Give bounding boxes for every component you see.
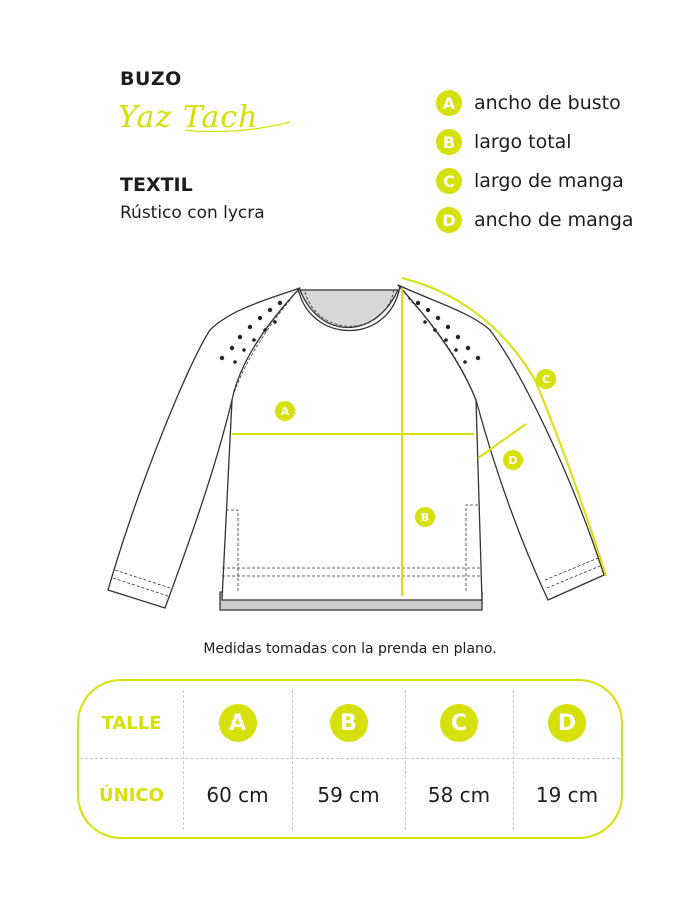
- neck-inner: [300, 290, 398, 328]
- value-c: 58 cm: [427, 783, 491, 807]
- table-header-cell: [80, 700, 183, 746]
- legend-badge: B: [436, 129, 462, 155]
- brand-logo: Yaz Tach: [118, 100, 259, 135]
- marker-b-label: B: [420, 511, 430, 524]
- marker-d-label: D: [508, 454, 518, 467]
- legend-item-b: [436, 128, 572, 156]
- legend-badge: D: [436, 207, 462, 233]
- sweater-body: [222, 400, 482, 600]
- table-cell: [80, 772, 183, 818]
- measurement-note: Medidas tomadas con la prenda en plano.: [203, 641, 497, 657]
- marker-a-label: A: [280, 405, 290, 418]
- column-badge-c: C: [440, 704, 478, 742]
- value-a: 60 cm: [206, 783, 269, 807]
- table-cell: [405, 772, 513, 818]
- legend-label: ancho de manga: [474, 209, 634, 231]
- fabric-heading: TEXTIL: [120, 174, 193, 196]
- column-badge-b: B: [330, 704, 368, 742]
- sweater-diagram: [100, 265, 620, 625]
- legend-item-d: [436, 206, 634, 234]
- product-type: BUZO: [120, 68, 182, 90]
- brand-swash-icon: [180, 108, 300, 148]
- table-header-cell: [292, 700, 405, 746]
- column-badge-d: D: [548, 704, 586, 742]
- table-divider: [80, 758, 620, 759]
- marker-c-label: C: [541, 373, 551, 386]
- table-header-cell: [405, 700, 513, 746]
- size-name: ÚNICO: [99, 784, 164, 806]
- legend-item-c: [436, 167, 624, 195]
- legend-item-a: [436, 89, 621, 117]
- value-d: 19 cm: [535, 783, 599, 807]
- legend-badge: A: [436, 90, 462, 116]
- legend-badge: C: [436, 168, 462, 194]
- legend-label: ancho de busto: [474, 92, 621, 114]
- size-header-label: TALLE: [101, 712, 162, 734]
- table-header-cell: [183, 700, 292, 746]
- legend-label: largo de manga: [474, 170, 624, 192]
- legend-label: largo total: [474, 131, 572, 153]
- table-cell: [513, 772, 621, 818]
- value-b: 59 cm: [317, 783, 380, 807]
- table-cell: [183, 772, 292, 818]
- table-cell: [292, 772, 405, 818]
- fabric-description: Rústico con lycra: [120, 203, 265, 223]
- table-header-cell: [513, 700, 621, 746]
- column-badge-a: A: [219, 704, 257, 742]
